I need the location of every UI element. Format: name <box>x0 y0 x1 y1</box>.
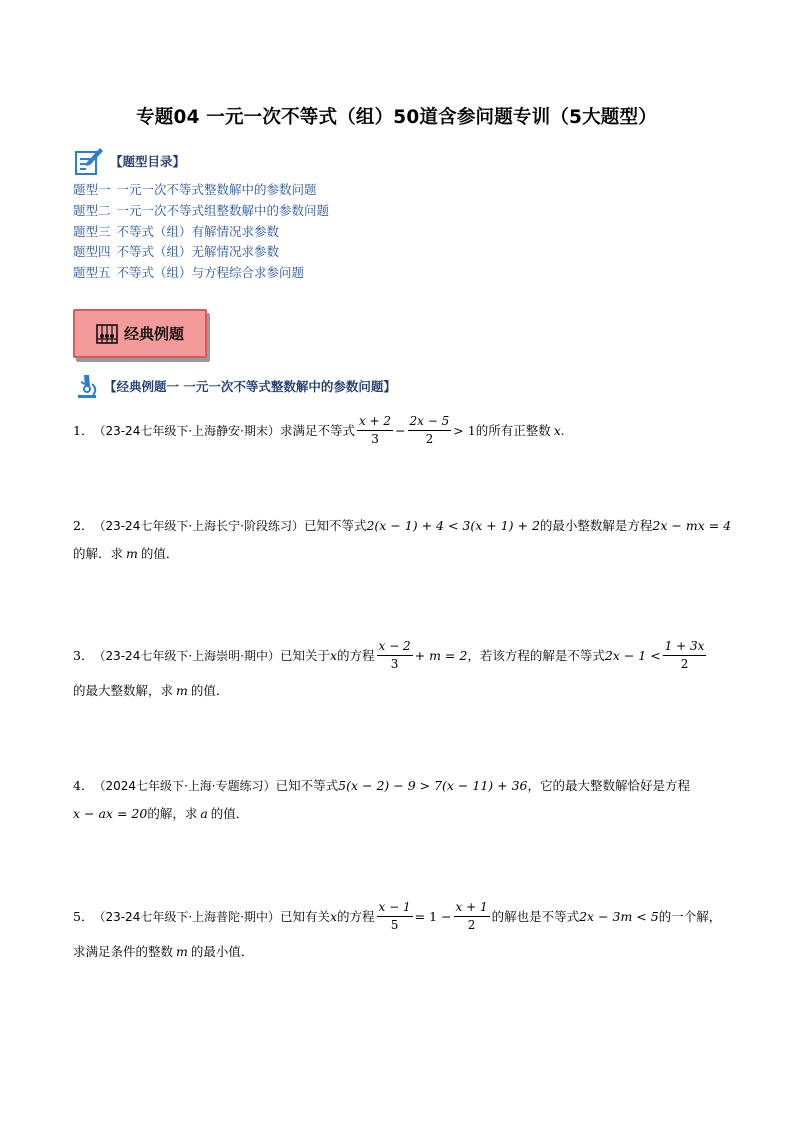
question-text: 的值． <box>140 546 179 561</box>
toc-item-label: 不等式（组）有解情况求参数 <box>116 223 280 239</box>
question-text: 的最小整数解是方程 <box>539 518 653 533</box>
toc-item-number: 题型五 <box>73 265 111 281</box>
question-text: 的所有正整数 <box>475 422 551 438</box>
math-inequality: > 1 <box>453 422 476 438</box>
math-variable: x <box>329 908 338 924</box>
toc-title: 【题型目录】 <box>110 154 186 169</box>
fraction-numerator: x + 1 <box>454 900 490 917</box>
fraction-denominator: 3 <box>371 432 379 446</box>
toc-item-4[interactable] <box>73 242 329 263</box>
math-operator: − <box>395 422 406 438</box>
fraction <box>377 900 413 933</box>
toc-item-2[interactable] <box>73 201 329 222</box>
toc-item-number: 题型三 <box>73 223 111 239</box>
question-text: 的方程 <box>337 647 375 663</box>
fraction <box>377 639 413 672</box>
question-text: 已知有关 <box>279 908 330 924</box>
question-text: 的解，求 <box>147 806 198 821</box>
question-text: 的值． <box>210 806 249 821</box>
question-5 <box>73 900 733 961</box>
question-text: ，它的最大整数解恰好是方程 <box>527 778 690 793</box>
math-variable: x <box>553 422 561 438</box>
fraction-numerator: 1 + 3x <box>663 639 707 656</box>
fraction-numerator: x + 2 <box>357 414 393 431</box>
badge-label: 经典例题 <box>123 325 184 343</box>
math-expression: 5(x − 2) − 9 > 7(x − 11) + 36 <box>338 778 528 793</box>
math-variable: x <box>329 647 338 663</box>
question-text: 的值． <box>190 683 229 698</box>
toc-header <box>74 146 185 176</box>
question-number: 5． <box>73 908 94 924</box>
question-4 <box>73 777 733 823</box>
question-source: （23-24七年级下·上海长宁·阶段练习） <box>93 519 304 533</box>
question-1 <box>73 414 733 447</box>
math-variable: a <box>200 806 208 821</box>
question-source: （23-24七年级下·上海崇明·期中） <box>93 648 280 663</box>
toc-item-label: 一元一次不等式整数解中的参数问题 <box>116 182 317 197</box>
toc-item-number: 题型二 <box>73 202 111 218</box>
question-text: 已知不等式 <box>303 518 367 533</box>
fraction-denominator: 5 <box>390 918 399 932</box>
math-expression: 2x − mx = 4 <box>652 518 732 533</box>
toc-item-label: 不等式（组）无解情况求参数 <box>116 244 280 260</box>
math-expression: + m = 2 <box>414 647 468 663</box>
question-text: 的方程 <box>337 908 375 924</box>
question-text: 的解．求 <box>73 546 124 561</box>
fraction-denominator: 2 <box>680 657 689 671</box>
question-source: （2024七年级下·上海·专题练习） <box>93 779 276 793</box>
math-variable: m <box>176 944 188 959</box>
question-text: 已知不等式 <box>275 778 339 793</box>
question-text: ，若该方程的解是不等式 <box>467 647 605 663</box>
toc-item-label: 一元一次不等式组整数解中的参数问题 <box>116 202 330 218</box>
section-header <box>72 372 396 400</box>
fraction-denominator: 2 <box>425 432 434 446</box>
fraction <box>357 414 393 447</box>
math-variable: m <box>176 683 188 698</box>
question-source: （23-24七年级下·上海静安·期末） <box>93 423 280 438</box>
toc-item-number: 题型四 <box>73 244 111 260</box>
fraction-denominator: 3 <box>390 657 399 671</box>
fraction-denominator: 2 <box>467 918 476 932</box>
microscope-icon <box>72 372 102 400</box>
question-text: 的最大整数解，求 <box>73 683 174 698</box>
fraction-numerator: 2x − 5 <box>408 414 452 431</box>
toc-list <box>73 180 329 284</box>
classic-examples-badge <box>73 309 207 358</box>
question-text: 求满足不等式 <box>279 422 355 438</box>
question-text: 的解也是不等式 <box>491 908 580 924</box>
toc-item-label: 不等式（组）与方程综合求参问题 <box>116 265 305 281</box>
math-expression: 2x − 3m < 5 <box>579 908 659 924</box>
question-source: （23-24七年级下·上海普陀·期中） <box>93 909 280 924</box>
toc-item-5[interactable] <box>73 263 329 284</box>
question-text: 的一个解， <box>658 908 722 924</box>
section-title: 【经典例题一 一元一次不等式整数解中的参数问题】 <box>104 379 396 394</box>
question-number: 4． <box>73 778 94 793</box>
question-text: 的最小值． <box>190 944 254 959</box>
question-number: 3． <box>73 647 94 663</box>
toc-item-number: 题型一 <box>73 182 111 197</box>
question-number: 1． <box>73 422 94 438</box>
fraction <box>454 900 490 933</box>
math-expression: 2x − 1 < <box>604 647 661 663</box>
toc-item-3[interactable] <box>73 222 329 243</box>
question-text: 已知关于 <box>279 647 330 663</box>
abacus-icon <box>96 324 118 344</box>
page-title: 专题04 一元一次不等式（组）50道含参问题专训（5大题型） <box>136 107 657 128</box>
math-expression: = 1 − <box>414 908 452 924</box>
fraction-numerator: x − 2 <box>377 639 413 656</box>
fraction <box>408 414 452 447</box>
question-2 <box>73 517 733 563</box>
math-expression: 2(x − 1) + 4 < 3(x + 1) + 2 <box>366 518 540 533</box>
question-text: . <box>560 422 565 438</box>
question-text: 求满足条件的整数 <box>73 944 174 959</box>
question-number: 2． <box>73 518 94 533</box>
fraction <box>663 639 707 672</box>
math-expression: x − ax = 20 <box>73 806 148 821</box>
fraction-numerator: x − 1 <box>377 900 413 917</box>
toc-item-1[interactable] <box>73 180 329 201</box>
notepad-pencil-icon <box>74 146 104 176</box>
question-3 <box>73 639 733 700</box>
math-variable: m <box>126 546 138 561</box>
